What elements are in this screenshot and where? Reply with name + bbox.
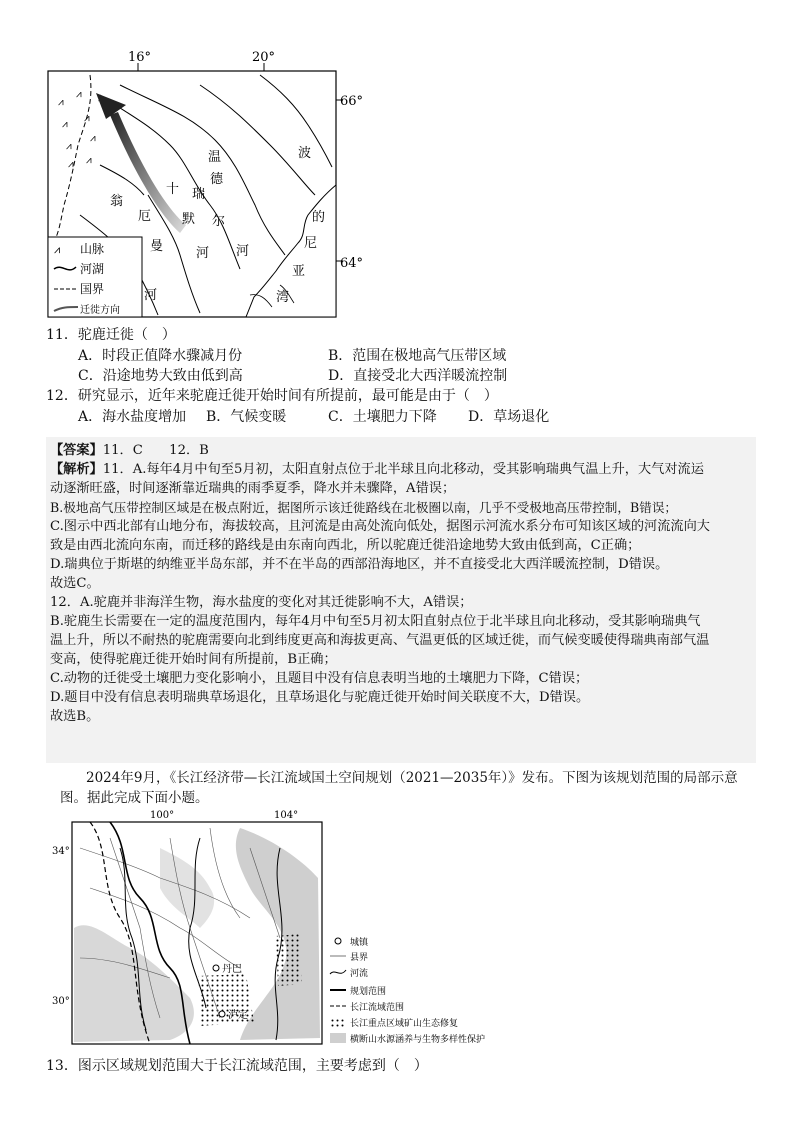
svg-text:河: 河 xyxy=(196,246,210,261)
lon-20: 20° xyxy=(252,50,276,65)
answer-tag: 【答案】 xyxy=(50,443,103,458)
analysis-line-11: 变高，使得驼鹿迁徙开始时间有所提前，B正确； xyxy=(50,652,337,667)
place-danba: 丹巴 xyxy=(222,964,242,975)
answer-line xyxy=(50,441,209,460)
legend-migration: 迁徙方向 xyxy=(80,305,120,316)
svg-text:波: 波 xyxy=(298,146,312,161)
planning-map xyxy=(50,808,520,1050)
analysis-line-6: D.瑞典位于斯堪的纳维亚半岛东部，并不在半岛的西部沿海地区，并不直接受北大西洋暖流控制，D错误。 xyxy=(50,557,669,572)
lat-66: 66° xyxy=(340,94,364,109)
q12-option-c[interactable]: C．土壤肥力下降 xyxy=(328,409,437,425)
legend-mountain: 山脉 xyxy=(80,242,105,256)
analysis-tag: 【解析】 xyxy=(50,462,103,477)
svg-text:规划范围: 规划范围 xyxy=(350,987,387,997)
analysis-line-13: D.题目中没有信息表明瑞典草场退化，且草场退化与驼鹿迁徙开始时间关联度不大，D错误。 xyxy=(50,690,590,705)
lat-34: 34° xyxy=(52,846,70,857)
intro-line-1: 2024年9月，《长江经济带—长江流域国土空间规划（2021—2035年）》发布。下图为该规划范围的局部示意 xyxy=(86,770,738,786)
analysis-line-1: 【解析】11．A.每年4月中旬至5月初，太阳直射点位于北半球且向北移动，受其影响瑞典气温上升，大气对流运 xyxy=(50,462,704,477)
svg-text:瑞: 瑞 xyxy=(192,187,206,202)
q11-option-b[interactable]: B．范围在极地高气压带区域 xyxy=(328,348,507,364)
svg-text:的: 的 xyxy=(312,210,326,225)
answer-text: 11．C 12．B xyxy=(102,443,209,458)
svg-text:⩘: ⩘ xyxy=(54,243,61,256)
svg-text:⩘: ⩘ xyxy=(90,133,96,144)
svg-text:翁: 翁 xyxy=(110,194,124,209)
svg-text:河流: 河流 xyxy=(350,969,369,979)
svg-text:⩘: ⩘ xyxy=(86,155,92,166)
lon-104: 104° xyxy=(274,810,299,821)
svg-text:横断山水源涵养与生物多样性保护: 横断山水源涵养与生物多样性保护 xyxy=(350,1035,486,1045)
svg-text:尔: 尔 xyxy=(212,214,226,229)
place-luding: 泸定 xyxy=(228,1010,248,1021)
lon-16: 16° xyxy=(128,50,152,65)
svg-text:尼: 尼 xyxy=(304,236,318,251)
svg-text:⩘: ⩘ xyxy=(66,141,72,152)
q12-stem: 12．研究显示，近年来驼鹿迁徙开始时间有所提前，最可能是由于（ ） xyxy=(46,388,498,404)
analysis-line-4: C.图示中西北部有山地分布，海拔较高，且河流是由高处流向低处，据图示河流水系分布可知该区域的河流流向大 xyxy=(50,519,710,534)
svg-text:⩘: ⩘ xyxy=(76,89,82,100)
map2-legend xyxy=(330,936,485,1045)
svg-text:十: 十 xyxy=(166,182,180,197)
lat-64: 64° xyxy=(340,256,364,271)
svg-text:城镇: 城镇 xyxy=(350,938,369,948)
analysis-line-2: 动逐渐旺盛，时间逐渐靠近瑞典的雨季夏季，降水并未骤降，A错误； xyxy=(50,481,456,496)
svg-text:曼: 曼 xyxy=(150,239,164,254)
svg-text:厄: 厄 xyxy=(138,209,152,224)
svg-text:长江重点区域矿山生态修复: 长江重点区域矿山生态修复 xyxy=(350,1019,459,1029)
svg-text:德: 德 xyxy=(210,172,224,187)
analysis-line-12: C.动物的迁徙受土壤肥力变化影响小，且题目中没有信息表明当地的土壤肥力下降，C错误； xyxy=(50,671,589,686)
q11-option-c[interactable]: C．沿途地势大致由低到高 xyxy=(78,368,243,384)
q13-stem: 13．图示区域规划范围大于长江流域范围，主要考虑到（ ） xyxy=(46,1058,428,1074)
svg-text:河: 河 xyxy=(236,244,250,259)
svg-text:默: 默 xyxy=(182,212,196,227)
svg-text:亚: 亚 xyxy=(292,264,306,279)
analysis-line-14: 故选B。 xyxy=(50,709,100,724)
svg-text:⩘: ⩘ xyxy=(62,119,68,130)
lat-30: 30° xyxy=(52,996,70,1007)
q11-option-d[interactable]: D．直接受北大西洋暖流控制 xyxy=(328,368,508,384)
svg-text:长江流域范围: 长江流域范围 xyxy=(350,1003,405,1013)
legend-river-lake: 河湖 xyxy=(80,262,105,276)
analysis-line-9: B.驼鹿生长需要在一定的温度范围内，每年4月中旬至5月初太阳直射点位于北半球且向北移动，受其影响瑞典气 xyxy=(50,614,701,629)
svg-text:河: 河 xyxy=(144,288,158,303)
legend-border: 国界 xyxy=(80,282,105,296)
q12-option-b[interactable]: B．气候变暖 xyxy=(206,409,287,425)
q12-option-d[interactable]: D．草场退化 xyxy=(468,409,550,425)
svg-text:⩘: ⩘ xyxy=(68,159,74,170)
q11-option-a[interactable]: A．时段正值降水骤减月份 xyxy=(78,348,243,364)
svg-text:温: 温 xyxy=(208,150,222,165)
q11-stem: 11．驼鹿迁徙（ ） xyxy=(46,327,176,343)
analysis-line-8: 12．A.驼鹿并非海洋生物，海水盐度的变化对其迁徙影响不大，A错误； xyxy=(50,595,473,610)
svg-text:湾: 湾 xyxy=(276,290,290,305)
intro-line-2: 图。据此完成下面小题。 xyxy=(60,790,209,806)
svg-text:县界: 县界 xyxy=(350,953,369,963)
svg-text:⩘: ⩘ xyxy=(84,113,90,124)
analysis-line-3: B.极地高气压带控制区域是在极点附近，据图所示该迁徙路线在北极圈以南，几乎不受极地高压带控制，B错误； xyxy=(50,500,678,515)
migration-map xyxy=(40,45,370,325)
q12-option-a[interactable]: A．海水盐度增加 xyxy=(78,409,187,425)
analysis-line-5: 致是由西北流向东南，而迁移的路线是由东南向西北，所以驼鹿迁徙沿途地势大致由低到高，C正确； xyxy=(50,538,641,553)
analysis-line-10: 温上升，所以不耐热的驼鹿需要向北到纬度更高和海拔更高、气温更低的区域迁徙，而气候变暖使得瑞典南部气温 xyxy=(50,633,710,648)
analysis-line-7: 故选C。 xyxy=(50,576,100,591)
svg-text:⩘: ⩘ xyxy=(58,97,64,108)
lon-100: 100° xyxy=(150,810,175,821)
